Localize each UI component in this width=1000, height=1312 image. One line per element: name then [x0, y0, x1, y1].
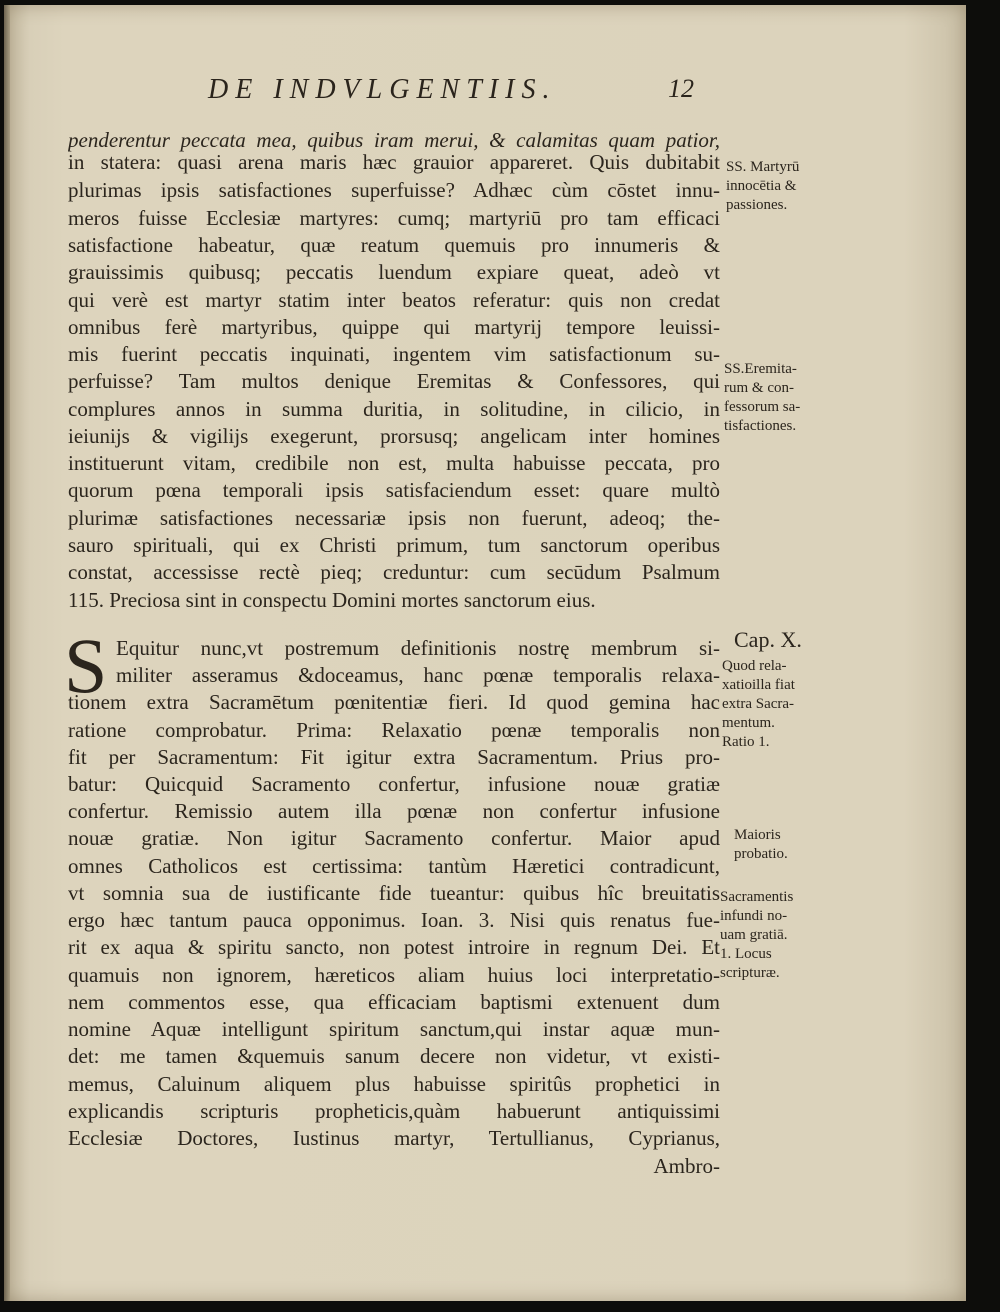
- body-line: Equitur nunc,vt postremum definitionis nostrę membrum si-: [116, 636, 720, 660]
- body-line: constat, accessisse rectè pieq; creduntur: cum secūdum Psalmum: [68, 560, 720, 584]
- body-line: omnes Catholicos est certissima: tantùm Hæretici contradicunt,: [68, 854, 720, 878]
- body-line: nouæ gratiæ. Non igitur Sacramento confertur. Maior apud: [68, 826, 720, 850]
- body-line: plurimæ satisfactiones necessariæ ipsis non fuerunt, adeoq; the-: [68, 506, 720, 530]
- body-line: confertur. Remissio autem illa pœnæ non confertur infusione: [68, 799, 720, 823]
- body-line: det: me tamen &quemuis sanum decere non videtur, vt existi-: [68, 1044, 720, 1068]
- body-line: penderentur peccata mea, quibus iram merui, & calamitas quam patior,: [68, 128, 720, 152]
- body-line: mis fuerint peccatis inquinati, ingentem vim satisfactionum su-: [68, 342, 720, 366]
- body-line: memus, Caluinum aliquem plus habuisse spiritûs prophetici in: [68, 1072, 720, 1096]
- body-line: complures annos in summa duritia, in solitudine, in cilicio, in: [68, 397, 720, 421]
- body-line: in statera: quasi arena maris hæc grauior appareret. Quis dubitabit: [68, 150, 720, 174]
- body-line: qui verè est martyr statim inter beatos referatur: quis non credat: [68, 288, 720, 312]
- body-line: tionem extra Sacramētum pœnitentiæ fieri. Id quod gemina hac: [68, 690, 720, 714]
- margin-note: Maioris probatio.: [734, 827, 788, 862]
- body-line: rit ex aqua & spiritu sancto, non potest introire in regnum Dei. Et: [68, 935, 720, 959]
- body-line: grauissimis quibusq; peccatis luendum expiare queat, adeò vt: [68, 260, 720, 284]
- body-line: ratione comprobatur. Prima: Relaxatio pœnæ temporalis non: [68, 718, 720, 742]
- body-line: Ecclesiæ Doctores, Iustinus martyr, Tertullianus, Cyprianus,: [68, 1126, 720, 1150]
- catchword: Ambro-: [653, 1154, 720, 1178]
- body-line: sauro spirituali, qui ex Christi primum, tum sanctorum operibus: [68, 533, 720, 557]
- body-line: plurimas ipsis satisfactiones superfuisse? Adhæc cùm cōstet innu-: [68, 178, 720, 202]
- margin-note: Quod rela- xatioilla fiat extra Sacra- mentum. Ratio 1.: [722, 658, 795, 750]
- chapter-heading: Cap. X.: [734, 627, 802, 652]
- drop-cap: S: [64, 622, 108, 709]
- page-number: 12: [668, 74, 694, 103]
- margin-note: SS.Eremita- rum & con- fessorum sa- tisfactiones.: [724, 361, 801, 434]
- body-line: vt somnia sua de iustificante fide tueantur: quibus hîc breuitatis: [68, 881, 720, 905]
- body-line: militer asseramus &doceamus, hanc pœnæ temporalis relaxa-: [116, 663, 720, 687]
- body-line: instituerunt vitam, credibile non est, multa habuisse peccata, pro: [68, 451, 720, 475]
- body-line: quorum pœna temporali ipsis satisfaciendum esset: quare multò: [68, 478, 720, 502]
- body-line: nem commentos esse, qua efficaciam baptismi extenuent dum: [68, 990, 720, 1014]
- running-title: DE INDVLGENTIIS.: [208, 74, 557, 105]
- body-line: quamuis non ignorem, hæreticos aliam huius loci interpretatio-: [68, 963, 720, 987]
- body-line: 115. Preciosa sint in conspectu Domini mortes sanctorum eius.: [68, 588, 596, 612]
- body-line: explicandis scripturis propheticis,quàm habuerunt antiquissimi: [68, 1099, 720, 1123]
- page-gutter-shadow: [4, 5, 10, 1301]
- body-line: meros fuisse Ecclesiæ martyres: cumq; martyriū pro tam efficaci: [68, 206, 720, 230]
- margin-note: SS. Martyrū innocētia & passiones.: [726, 159, 800, 213]
- body-line: ergo hæc tantum pauca opponimus. Ioan. 3. Nisi quis renatus fue-: [68, 908, 720, 932]
- body-line: perfuisse? Tam multos denique Eremitas & Confessores, qui: [68, 369, 720, 393]
- body-line: fit per Sacramentum: Fit igitur extra Sacramentum. Prius pro-: [68, 745, 720, 769]
- body-line: ieiunijs & vigilijs exegerunt, prorsusq; angelicam inter homines: [68, 424, 720, 448]
- body-line: satisfactione habeatur, quæ reatum quemuis pro innumeris &: [68, 233, 720, 257]
- body-line: nomine Aquæ intelligunt spiritum sanctum,qui instar aquæ mun-: [68, 1017, 720, 1041]
- margin-note: Sacramentis infundi no- uam gratiā. 1. Locus scripturæ.: [720, 889, 794, 981]
- body-line: batur: Quicquid Sacramento confertur, infusione nouæ gratiæ: [68, 772, 720, 796]
- body-line: omnibus ferè martyribus, quippe qui martyrij tempore leuissi-: [68, 315, 720, 339]
